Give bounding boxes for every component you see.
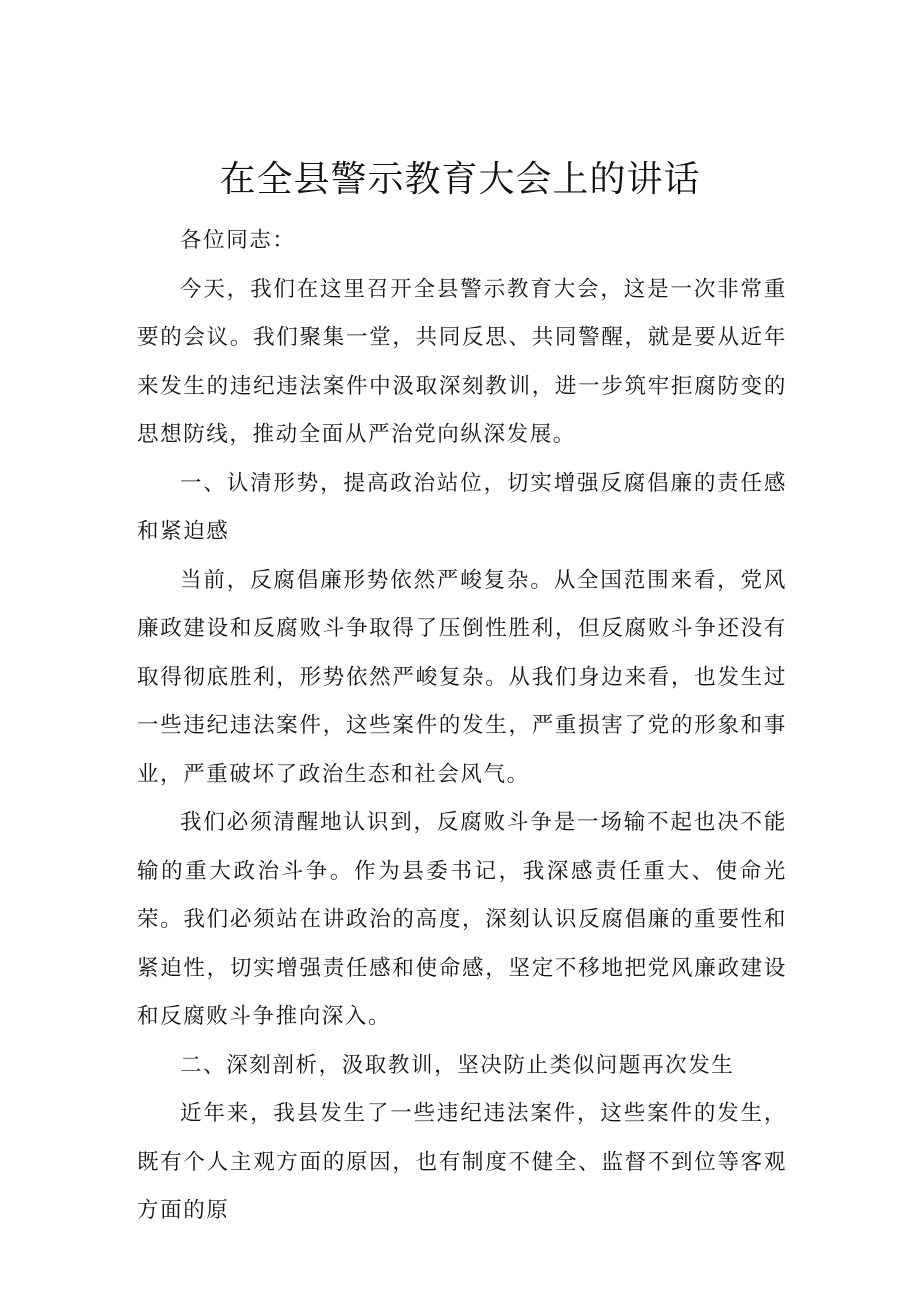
paragraph-intro: 今天，我们在这里召开全县警示教育大会，这是一次非常重要的会议。我们聚集一堂，共同反思、共同警醒，就是要从近年来发生的违纪违法案件中汲取深刻教训，进一步筑牢拒腐防变的思想防线，推动全面从严治党向纵深发展。 bbox=[137, 276, 787, 447]
paragraph-awareness: 我们必须清醒地认识到，反腐败斗争是一场输不起也决不能输的重大政治斗争。作为县委书记，我深感责任重大、使命光荣。我们必须站在讲政治的高度，深刻认识反腐倡廉的重要性和紧迫性，切实增强责任感和使命感，坚定不移地把党风廉政建设和反腐败斗争推向深入。 bbox=[137, 810, 787, 1029]
salutation: 各位同志： bbox=[180, 228, 296, 253]
section-heading-2: 二、深刻剖析，汲取教训，坚决防止类似问题再次发生 bbox=[180, 1052, 735, 1078]
paragraph-cases: 近年来，我县发生了一些违纪违法案件，这些案件的发生，既有个人主观方面的原因，也有制度不健全、监督不到位等客观方面的原 bbox=[137, 1101, 787, 1223]
section-heading-1: 一、认清形势，提高政治站位，切实增强反腐倡廉的责任感和紧迫感 bbox=[137, 470, 787, 544]
document-body bbox=[137, 217, 787, 1236]
paragraph-situation: 当前，反腐倡廉形势依然严峻复杂。从全国范围来看，党风廉政建设和反腐败斗争取得了压倒性胜利，但反腐败斗争还没有取得彻底胜利，形势依然严峻复杂。从我们身边来看，也发生过一些违纪违法案件，这些案件的发生，严重损害了党的形象和事业，严重破坏了政治生态和社会风气。 bbox=[137, 567, 787, 787]
document-title: 在全县警示教育大会上的讲话 bbox=[219, 159, 701, 200]
